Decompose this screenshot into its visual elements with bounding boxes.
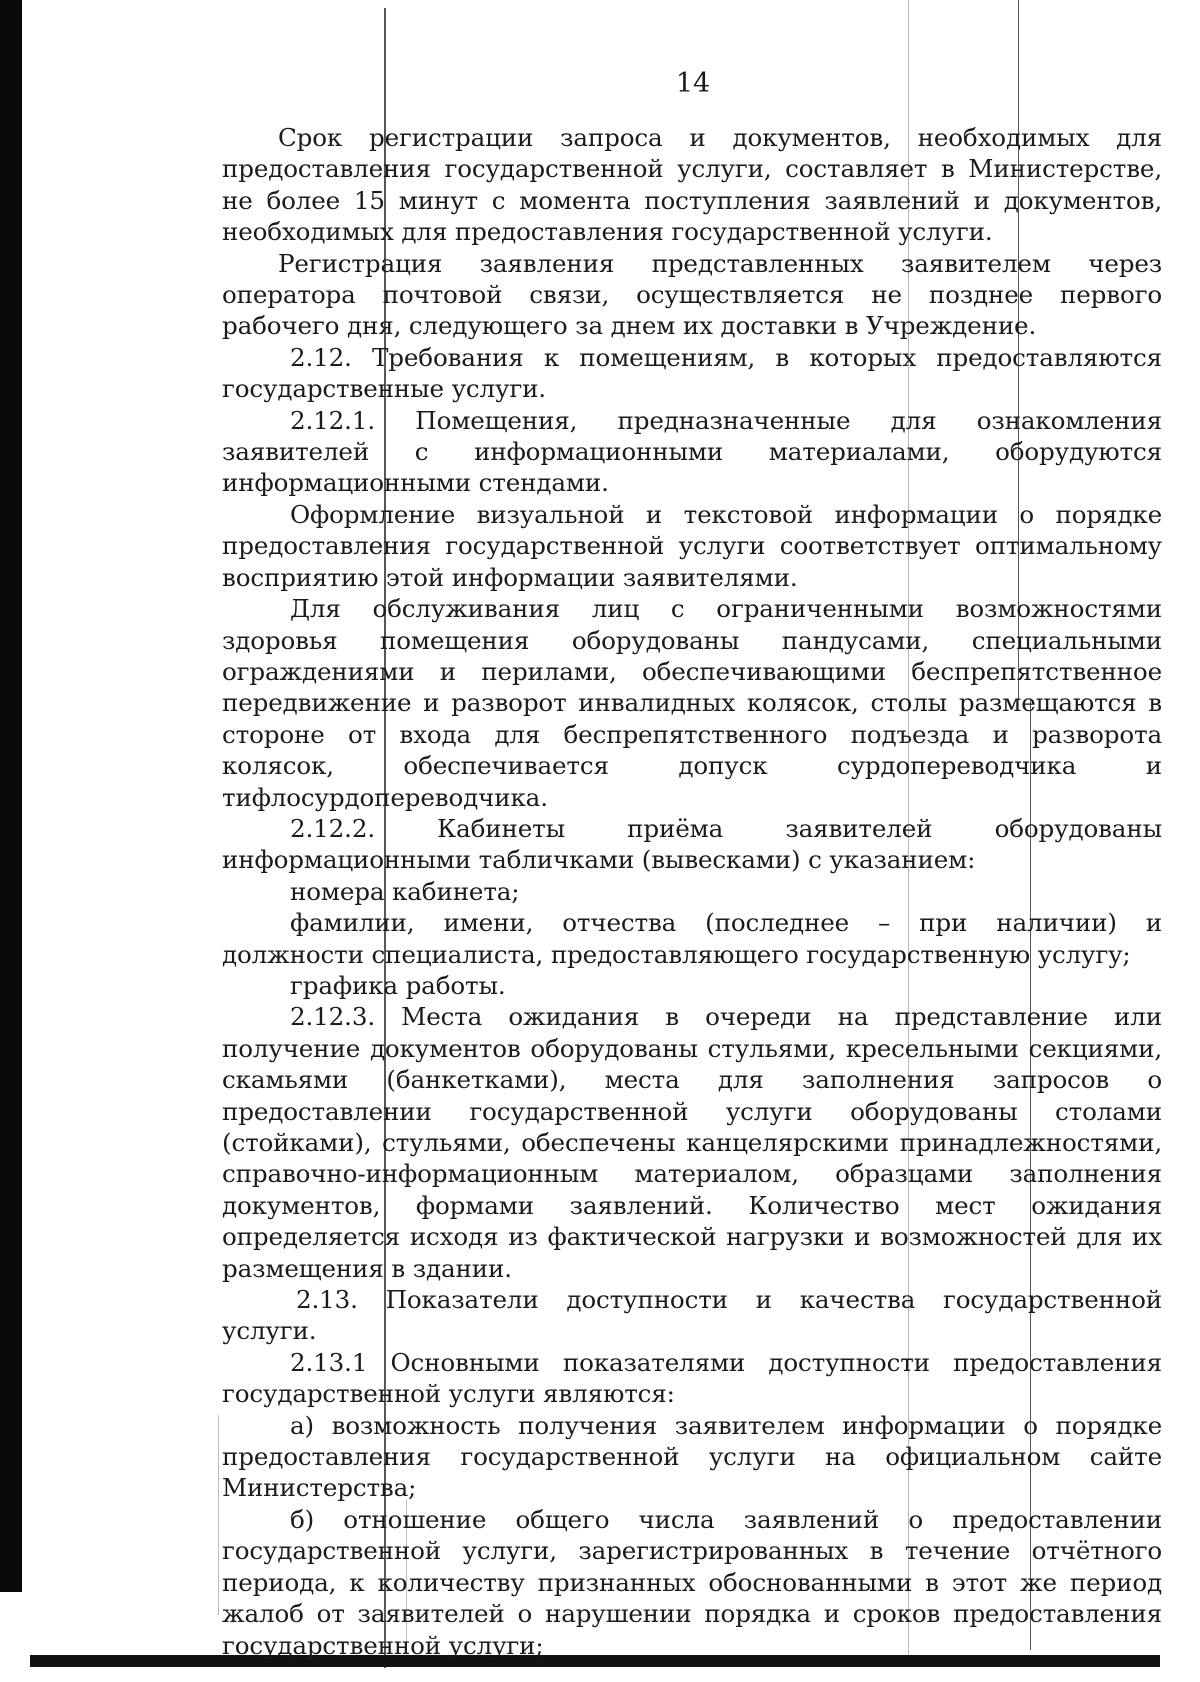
paragraph-postal-registration: Регистрация заявления представленных заявителем через оператора почтовой связи, осуществляется не позднее первого рабочего дня, следующего за днем их доставки в Учреждение. [222, 248, 1162, 341]
section-heading-2-13: 2.13. Показатели доступности и качества государственной услуги. [222, 1285, 1162, 1346]
section-heading-2-12: 2.12. Требования к помещениям, в которых предоставляются государственные услуги. [222, 342, 1162, 404]
list-item-specialist-name: фамилии, имени, отчества (последнее – при наличии) и должности специалиста, предоставляющего государственную услугу; [222, 908, 1162, 969]
list-item-work-schedule: графика работы. [290, 970, 506, 1000]
list-item-b: б) отношение общего числа заявлений о предоставлении государственной услуги, зарегистрированных в течение отчётного периода, к количеству признанных обоснованными в этот же период жалоб от заявителей о нарушении порядка и сроков предоставления государственной услуги; [222, 1504, 1162, 1660]
list-item-room-number: номера кабинета; [290, 876, 520, 906]
paragraph-info-design: Оформление визуальной и текстовой информации о порядке предоставления государственной услуги соответствует оптимальному восприятию этой информации заявителями. [222, 499, 1162, 592]
scan-left-edge [0, 0, 22, 1592]
paragraph-2-12-1: 2.12.1. Помещения, предназначенные для ознакомления заявителей с информационными материалами, оборудуются информационными стендами. [222, 405, 1162, 498]
paragraph-accessibility: Для обслуживания лиц с ограниченными возможностями здоровья помещения оборудованы пандусами, специальными ограждениями и перилами, обеспечивающими беспрепятственное передвижение и разворот инвалидных колясок, столы размещаются в стороне от входа для беспрепятственного подъезда и разворота колясок, обеспечивается допуск сурдопереводчика и тифлосурдопереводчика. [222, 594, 1162, 812]
paragraph-2-12-3: 2.12.3. Места ожидания в очереди на представление или получение документов оборудованы стульями, кресельными секциями, скамьями (банкетками), места для заполнения запросов о предоставлении государственной услуги оборудованы столами (стойками), стульями, обеспечены канцелярскими принадлежностями, справочно-информационным материалом, образцами заполнения документов, формами заявлений. Количество мест ожидания определяется исходя из фактической нагрузки и возможностей для их размещения в здании. [222, 1002, 1162, 1283]
paragraph-2-13-1: 2.13.1 Основными показателями доступности предоставления государственной услуги являются: [222, 1347, 1162, 1409]
list-item-a: а) возможность получения заявителем информации о порядке предоставления государственной услуги на официальном сайте Министерства; [222, 1410, 1162, 1503]
document-body [222, 122, 1162, 1661]
paragraph-registration-term: Срок регистрации запроса и документов, необходимых для предоставления государственной услуги, составляет в Министерстве, не более 15 минут с момента поступления заявлений и документов, необходимых для предоставления государственной услуги. [222, 123, 1162, 247]
page-number: 14 [675, 68, 711, 99]
scan-fold-line [218, 1415, 219, 1615]
paragraph-2-12-2: 2.12.2. Кабинеты приёма заявителей оборудованы информационными табличками (вывесками) с указанием: [222, 813, 1162, 875]
